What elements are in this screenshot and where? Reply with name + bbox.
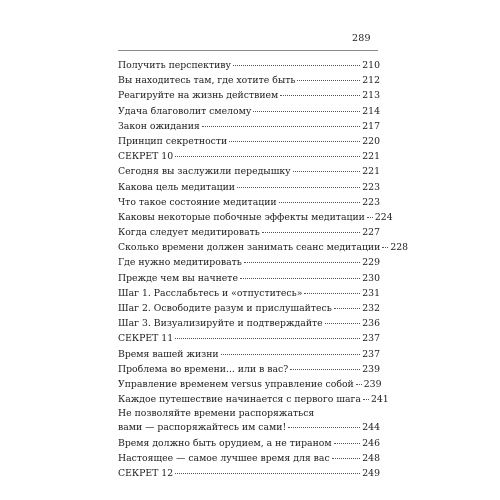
toc-entry	[118, 377, 380, 392]
toc-dot-leader	[280, 94, 360, 96]
toc-entry	[118, 195, 380, 210]
toc-entry-row	[118, 301, 380, 316]
toc-entry-row	[118, 347, 380, 362]
toc-dot-leader	[367, 216, 373, 218]
toc-entry-page-number: 221	[362, 151, 380, 163]
toc-entry-row	[118, 286, 380, 301]
toc-entry	[118, 164, 380, 179]
toc-entry-row	[118, 58, 380, 73]
toc-entry-row	[118, 271, 380, 286]
toc-entry-title: СЕКРЕТ 10	[118, 151, 174, 163]
toc-entry-row	[118, 392, 389, 407]
toc-entry-row	[118, 88, 380, 103]
toc-entry-page-number: 221	[362, 166, 380, 178]
toc-entry	[118, 362, 380, 377]
toc-entry-title: Время должно быть орудием, а не тираном	[118, 437, 332, 449]
toc-entry-row	[118, 316, 380, 331]
toc-entry-page-number: 210	[362, 60, 380, 71]
toc-dot-leader	[229, 140, 360, 142]
toc-entry-page-number: 230	[362, 272, 380, 284]
toc-entry-row	[118, 210, 393, 225]
toc-entry-page-number: 231	[362, 287, 380, 299]
toc-entry-row	[118, 164, 380, 179]
toc-entry-title: Каждое путешествие начинается с первого шага	[118, 394, 361, 406]
toc-dot-leader	[382, 246, 388, 248]
toc-dot-leader	[288, 426, 360, 428]
toc-dot-leader	[279, 201, 361, 203]
toc-entry-row	[118, 149, 380, 164]
toc-entry-row	[118, 451, 380, 466]
toc-entry	[118, 149, 380, 164]
toc-entry	[118, 392, 389, 407]
toc-entry-page-number: 248	[362, 452, 380, 464]
toc-entry-row	[118, 104, 380, 119]
toc-dot-leader	[244, 261, 360, 263]
toc-entry-title: Шаг 1. Расслабьтесь и «отпуститесь»	[118, 287, 303, 299]
toc-entry-page-number: 224	[374, 211, 393, 223]
toc-entry-title: Настоящее — самое лучшее время для вас	[118, 452, 330, 464]
toc-entry-row	[118, 420, 380, 435]
toc-entry-row	[118, 195, 380, 210]
toc-entry-row	[118, 134, 380, 149]
toc-entry-row	[118, 407, 380, 420]
toc-entry-row	[118, 119, 380, 134]
toc-entry-page-number: 237	[362, 348, 380, 360]
toc-entry-page-number: 246	[362, 437, 380, 449]
toc-entry	[118, 271, 380, 286]
toc-entry	[118, 240, 409, 255]
toc-entry-title: Получить перспективу	[118, 60, 231, 71]
toc-entry	[118, 58, 380, 73]
toc-entry-page-number: 220	[362, 135, 380, 147]
toc-entry-title: Прежде чем вы начнете	[118, 272, 238, 284]
toc-entry-title: Что такое состояние медитации	[118, 196, 277, 208]
toc-dot-leader	[290, 368, 360, 370]
toc-entry	[118, 104, 380, 119]
toc-entry-row	[118, 362, 380, 377]
toc-entry	[118, 255, 380, 270]
toc-entry-title: СЕКРЕТ 11	[118, 333, 174, 345]
toc-dot-leader	[293, 170, 361, 172]
toc-entry-title: Удача благоволит смелому	[118, 105, 252, 117]
toc-dot-leader	[175, 155, 360, 157]
toc-entry-page-number: 244	[362, 422, 380, 434]
toc-entry-title: Принцип секретности	[118, 135, 228, 147]
toc-entry-page-number: 228	[390, 242, 409, 254]
toc-entry-title: Шаг 2. Освободите разум и прислушайтесь	[118, 303, 332, 314]
toc-entry-page-number: 232	[362, 303, 380, 314]
toc-entry-row	[118, 225, 380, 240]
toc-dot-leader	[202, 125, 360, 127]
toc-entry-row	[118, 240, 409, 255]
toc-entry-title: Реагируйте на жизнь действием	[118, 90, 279, 102]
toc-entry	[118, 134, 380, 149]
toc-dot-leader	[332, 457, 361, 459]
header-rule	[118, 50, 378, 51]
toc-entry	[118, 347, 380, 362]
toc-entry	[118, 210, 393, 225]
toc-entry-title: Каковы некоторые побочные эффекты медитации	[118, 211, 365, 223]
toc-entry-title: Сколько времени должен занимать сеанс медитации	[118, 242, 381, 254]
toc-entry-page-number: 217	[362, 120, 380, 132]
toc-entry	[118, 420, 380, 435]
toc-entry-title: Какова цель медитации	[118, 181, 235, 193]
toc-entry-page-number: 223	[362, 181, 380, 193]
toc-entry-row	[118, 466, 380, 481]
toc-entry	[118, 407, 380, 420]
toc-entry-title: Закон ожидания	[118, 120, 200, 132]
toc-dot-leader	[237, 186, 360, 188]
toc-entry-row	[118, 377, 380, 392]
toc-entry-page-number: 229	[362, 257, 380, 269]
toc-entry-page-number: 236	[362, 318, 380, 330]
toc-entry	[118, 286, 380, 301]
toc-entry-page-number: 223	[362, 196, 380, 208]
toc-entry-title: Время вашей жизни	[118, 348, 219, 360]
toc-dot-leader	[334, 307, 360, 309]
toc-entry	[118, 451, 380, 466]
toc-entry-page-number: 239	[362, 363, 380, 375]
toc-entry	[118, 301, 380, 316]
toc-dot-leader	[175, 337, 360, 339]
toc-entry-page-number: 239	[363, 378, 382, 390]
toc-dot-leader	[334, 442, 361, 444]
toc-dot-leader	[356, 383, 362, 385]
toc-entry-title: вами — распоряжайтесь им сами!	[118, 422, 287, 434]
toc-entry-row	[118, 331, 380, 346]
toc-entry-row	[118, 73, 380, 88]
toc-entry-title: Управление временем versus управление собой	[118, 378, 354, 390]
toc-entry	[118, 180, 380, 195]
toc-entry-page-number: 213	[362, 90, 380, 102]
toc-dot-leader	[304, 292, 360, 294]
toc-dot-leader	[240, 277, 360, 279]
toc-dot-leader	[297, 79, 360, 81]
toc-entry	[118, 88, 380, 103]
toc-entry	[118, 436, 380, 451]
toc-entry-page-number: 237	[362, 333, 380, 345]
toc-entry-page-number: 227	[362, 227, 380, 239]
toc-dot-leader	[325, 322, 361, 324]
toc-entry-title: СЕКРЕТ 12	[118, 467, 174, 479]
toc-dot-leader	[363, 398, 369, 400]
table-of-contents	[118, 58, 409, 481]
toc-entry-title: Проблема во времени... или в вас?	[118, 363, 289, 375]
toc-entry	[118, 316, 380, 331]
toc-entry-title: Не позволяйте времени распоряжаться	[118, 408, 315, 420]
toc-entry	[118, 331, 380, 346]
toc-entry	[118, 73, 380, 88]
toc-dot-leader	[262, 231, 360, 233]
toc-entry-title: Вы находитесь там, где хотите быть	[118, 75, 296, 87]
toc-entry-page-number: 214	[362, 105, 380, 117]
toc-entry	[118, 466, 380, 481]
toc-entry-page-number: 249	[362, 467, 380, 479]
toc-entry-page-number: 241	[370, 394, 389, 406]
page-number: 289	[352, 33, 371, 44]
toc-entry-title: Когда следует медитировать	[118, 227, 260, 239]
toc-entry-page-number: 212	[362, 75, 380, 87]
toc-entry-title: Сегодня вы заслужили передышку	[118, 166, 291, 178]
toc-entry-title: Шаг 3. Визуализируйте и подтверждайте	[118, 318, 323, 330]
toc-entry-row	[118, 255, 380, 270]
toc-entry-row	[118, 180, 380, 195]
toc-dot-leader	[175, 472, 360, 474]
toc-dot-leader	[221, 353, 361, 355]
toc-entry-title: Где нужно медитировать	[118, 257, 242, 269]
toc-entry	[118, 225, 380, 240]
toc-dot-leader	[253, 110, 360, 112]
toc-entry-row	[118, 436, 380, 451]
toc-dot-leader	[233, 64, 360, 66]
toc-entry	[118, 119, 380, 134]
